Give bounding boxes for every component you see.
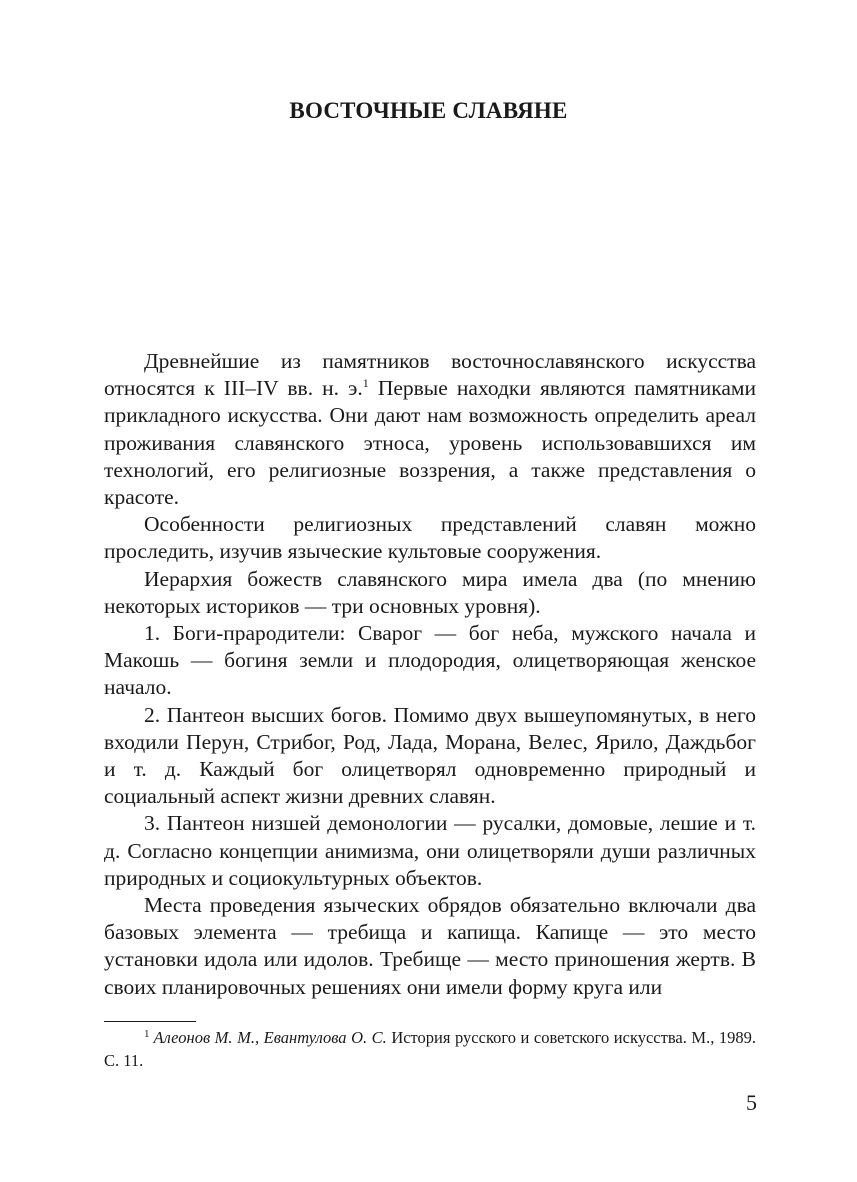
paragraph-7: Места проведения языческих обрядов обязательно включали два базовых элемента — требища и капища. Капище — это место установки идола или идолов. Требище — место приношения жертв. В своих планировочных решениях они имели форму круга или — [104, 893, 756, 999]
footnote-divider — [104, 1021, 196, 1022]
paragraph-3: Иерархия божеств славянского мира имела два (по мнению некоторых историков — три основных уровня). — [104, 566, 756, 618]
paragraph-6: 3. Пантеон низшей демонологии — русалки, домовые, лешие и т. д. Согласно концепции анимизма, они олицетворяли души различных природных и социокультурных объектов. — [104, 811, 756, 890]
paragraph-1 — [104, 348, 756, 511]
chapter-title: ВОСТОЧНЫЕ СЛАВЯНЕ — [289, 98, 568, 123]
body-text — [104, 348, 756, 1001]
footnote-text: История русского и советского искусства. М., 1989. С. 11. — [104, 1028, 756, 1070]
page-number: 5 — [746, 1090, 757, 1115]
paragraph-1-end: Первые находки являются памятниками прикладного искусства. Они дают нам возможность определить ареал проживания славянского этноса, уровень использовавшихся им технологий, его религиозные воззрения, а также представления о красоте. — [104, 376, 756, 510]
paragraph-1-start: Древнейшие из памятников восточнославянского искусства относятся к III–IV вв. н. э. — [104, 349, 756, 401]
paragraph-5: 2. Пантеон высших богов. Помимо двух вышеупомянутых, в него входили Перун, Стрибог, Род, Лада, Морана, Велес, Ярило, Даждьбог и т. д. Каждый бог олицетворял одновременно природный и социальный аспект жизни древних славян. — [104, 702, 756, 809]
paragraph-4: 1. Боги-прародители: Сварог — бог неба, мужского начала и Макошь — богиня земли и плодородия, олицетворяющая женское начало. — [104, 621, 756, 700]
footnote-reference: 1 — [362, 376, 369, 391]
paragraph-2: Особенности религиозных представлений славян можно проследить, изучив языческие культовые сооружения. — [104, 512, 756, 564]
footnote-mark: 1 — [144, 1027, 150, 1040]
footnote-authors: Алеонов М. М., Евантулова О. С. — [153, 1028, 387, 1047]
footnote — [104, 1027, 756, 1072]
